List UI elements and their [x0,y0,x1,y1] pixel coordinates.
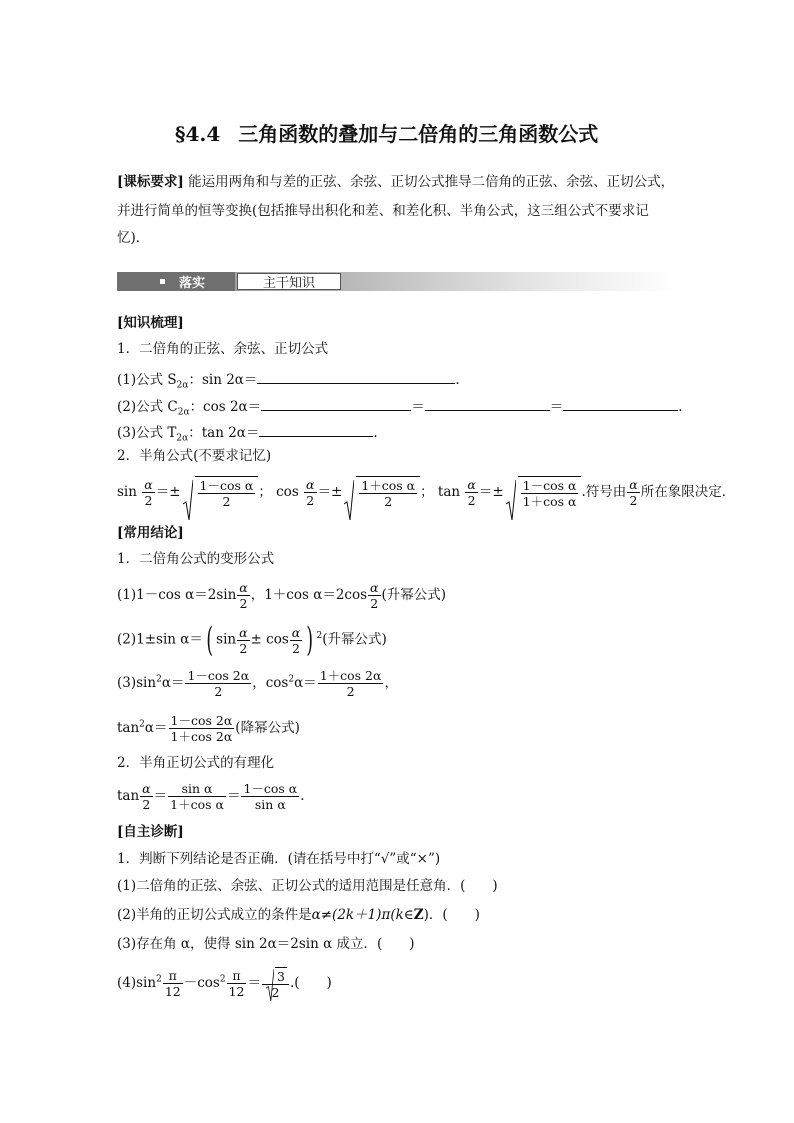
den: 2 [144,493,153,508]
den: 2 [384,494,393,509]
den: 1＋cos α [522,494,577,509]
diagnosis-heading: [自主诊断] [117,824,184,840]
q4-d: .( ) [289,975,332,991]
pm: ± [250,631,262,648]
section-number: §4.4 [175,122,221,146]
frac-alpha-2 [140,781,152,812]
c2a-blank-1 [261,398,411,411]
conclusion-row-4 [117,713,300,744]
c2a-sub: 2α [177,407,190,418]
t2a-prefix: (3)公式 T [117,425,177,441]
question-1: (1)二倍角的正弦、余弦、正切公式的适用范围是任意角．( ) [117,878,498,894]
num: sin α [168,781,226,797]
half-tan-label: tan [437,484,461,500]
q2-z: Z [413,907,424,923]
eq: ＝ [153,788,168,804]
knowledge-item-2: 2．半角公式(不要求记忆) [117,448,272,464]
q2-a: (2)半角的正切公式成立的条件是 [117,907,312,923]
conclusions-heading: [常用结论] [117,525,184,541]
banner-left [117,272,235,291]
formula-s2a [117,371,460,391]
den: 2 [306,493,315,508]
tan: tan [117,788,140,804]
c2a-eq-2: ＝ [549,399,564,415]
num: 1＋cos 2α [319,668,382,683]
den: 2 [222,494,231,509]
pm: ± [169,484,181,500]
q4-a: (4)sin [117,975,157,991]
requirement-tag: [课标要求] [117,174,184,190]
title-text: 三角函数的叠加与二倍角的三角函数公式 [238,122,599,146]
frac-alpha-2 [465,477,477,508]
frac-alpha-2 [142,477,154,508]
q4-c: ＝ [247,975,261,991]
frac-pi-12 [163,968,183,999]
sq: 2 [219,974,226,985]
frac [318,668,384,699]
r1-b: ，1＋cos α＝2cos [250,587,368,603]
pm: ± [492,484,504,500]
den: 2 [292,640,300,656]
frac [198,478,256,509]
pm: ± [331,484,343,500]
frac-alpha-2 [237,625,249,656]
q2-b: α≠(2k＋1)π(k∈ [311,907,414,923]
formula-c2a [117,398,682,418]
radical-icon [266,969,274,1001]
num: 1＋cos α [361,478,416,493]
left-paren: ( [206,620,213,660]
eq: ＝ [478,484,493,500]
r3-d: α＝ [294,675,317,691]
den: 2 [370,596,379,611]
frac [241,781,299,812]
r4-note: (降幂公式) [235,720,300,736]
s2a-dot: . [455,372,460,388]
knowledge-item-1: 1．二倍角的正弦、余弦、正切公式 [117,341,329,357]
requirement-line-1 [117,176,674,190]
cos: cos [266,631,289,648]
sq: 2 [316,631,323,641]
den: 2 [239,596,248,611]
s2a-sub: 2α [176,380,189,391]
num [262,967,289,985]
conclusion-row-3 [117,668,398,699]
sqrt-cos-half [344,476,420,509]
half-tan-rational [117,781,305,812]
frac-alpha-2 [304,477,316,508]
frac [521,478,579,509]
frac-alpha-2 [368,580,380,611]
sqrt-sin-half [183,476,259,509]
q4-b: －cos [183,975,220,991]
formula-t2a [117,424,378,444]
knowledge-heading: [知识梳理] [117,315,184,331]
sin: sin [216,631,237,648]
frac-sqrt3-2 [262,967,289,1000]
radical-icon [183,480,193,520]
num: π [227,968,247,984]
r3-a: (3)sin [117,675,157,691]
half-angle-formulas [117,476,735,509]
question-2 [117,909,480,923]
num: 1－cos 2α [187,668,250,683]
s2a-prefix: (1)公式 S [117,372,177,388]
den: 2 [346,684,355,699]
eq: ＝ [317,484,331,500]
c2a-dot: . [678,399,683,415]
den: 12 [228,984,245,999]
num: 1－cos α [243,781,298,796]
requirement-text-1: 能运用两角和与差的正弦、余弦、正切公式推导二倍角的正弦、余弦、正切公式， [188,174,675,190]
sqrt-tan-half [506,476,582,509]
den: 12 [164,984,181,999]
half-note-2: 所在象限决定． [640,484,736,500]
requirement-line-2: 并进行简单的恒等变换(包括推导出积化和差、和差化积、半角公式，这三组公式不要求记 [117,203,649,219]
den: 2 [629,493,638,508]
frac-alpha-2 [627,477,639,508]
frac-alpha-2 [237,580,249,611]
sq: 2 [288,674,295,685]
den: 2 [214,684,223,699]
den: 2 [467,493,476,508]
banner-left-label: 落实 [179,276,206,291]
r3-e: ， [384,675,398,691]
r3-c: ，cos [252,675,289,691]
requirement-line-3: 忆)． [117,230,150,246]
t2a-sub: 2α [176,433,189,444]
num: 1－cos 2α [170,713,233,728]
question-3: (3)存在角 α，使得 sin 2α＝2sin α 成立．( ) [117,936,415,952]
banner-right: 主干知识 [237,273,341,290]
den: 2 [142,797,151,812]
half-note: .符号由 [581,484,627,500]
num: α [239,624,248,640]
num: α [291,624,301,640]
den: 1＋cos α [170,797,224,812]
den: sin α [254,797,286,812]
t2a-expr: ：tan 2α＝ [188,425,260,441]
semi: ； [258,484,272,500]
r3-b: α＝ [161,675,185,691]
half-cos-label: cos [276,484,299,500]
sq: 2 [156,974,162,985]
t2a-blank [259,424,373,437]
conclusions-item-2: 2．半角正切公式的有理化 [117,755,275,771]
conclusions-item-1: 1．二倍角公式的变形公式 [117,551,275,567]
sqrt3-body: 3 [276,969,285,984]
num: π [163,968,183,984]
s2a-blank [257,371,455,384]
q2-c: )．( ) [423,907,480,923]
c2a-eq-1: ＝ [411,399,425,415]
conclusion-row-1 [117,580,446,611]
c2a-prefix: (2)公式 C [117,399,178,415]
sq: 2 [139,719,145,730]
r4-a: tan [117,720,140,736]
r1-a: (1)1－cos α＝2sin [117,587,237,603]
question-4 [117,967,332,1000]
square-icon [160,279,165,284]
num: α [144,477,153,492]
r1-note: (升幂公式) [381,587,447,603]
num: α [370,580,379,595]
diagnosis-item-1: 1．判断下列结论是否正确．(请在括号中打“√”或“×”) [117,851,441,867]
num: α [306,477,315,492]
num: α [629,477,638,492]
den: 2 [271,985,280,1000]
frac [169,713,235,744]
frac [185,668,251,699]
r2-note: (升幂公式) [322,631,387,648]
num: α [239,580,248,595]
semi: ； [420,484,434,500]
radical-icon [506,480,516,520]
t2a-dot: . [373,425,378,441]
num: α [142,781,151,796]
dot: . [300,788,305,804]
eq: ＝ [155,484,170,500]
r4-b: α＝ [144,720,168,736]
frac [359,478,417,509]
den: 2 [239,640,248,656]
c2a-blank-3 [563,398,678,411]
r2-a: (2)1±sin α＝ [117,631,203,648]
sq: 2 [156,674,162,685]
c2a-expr: ：cos 2α＝ [189,399,262,415]
c2a-blank-2 [425,398,550,411]
frac [168,781,226,812]
num: α [467,477,476,492]
num: 1－cos α [199,478,254,493]
eq: ＝ [226,788,241,804]
frac-pi-12 [227,968,247,999]
frac-alpha-2 [290,625,302,656]
den: 1＋cos 2α [170,729,233,744]
conclusion-row-2 [117,620,387,660]
right-paren: ) [306,620,314,660]
radical-icon [344,480,354,520]
sqrt3 [266,967,287,984]
section-banner [117,272,677,292]
page-title [175,124,598,144]
s2a-expr: ：sin 2α＝ [188,372,258,388]
num: 1－cos α [522,478,577,493]
half-sin-label: sin [117,484,137,500]
